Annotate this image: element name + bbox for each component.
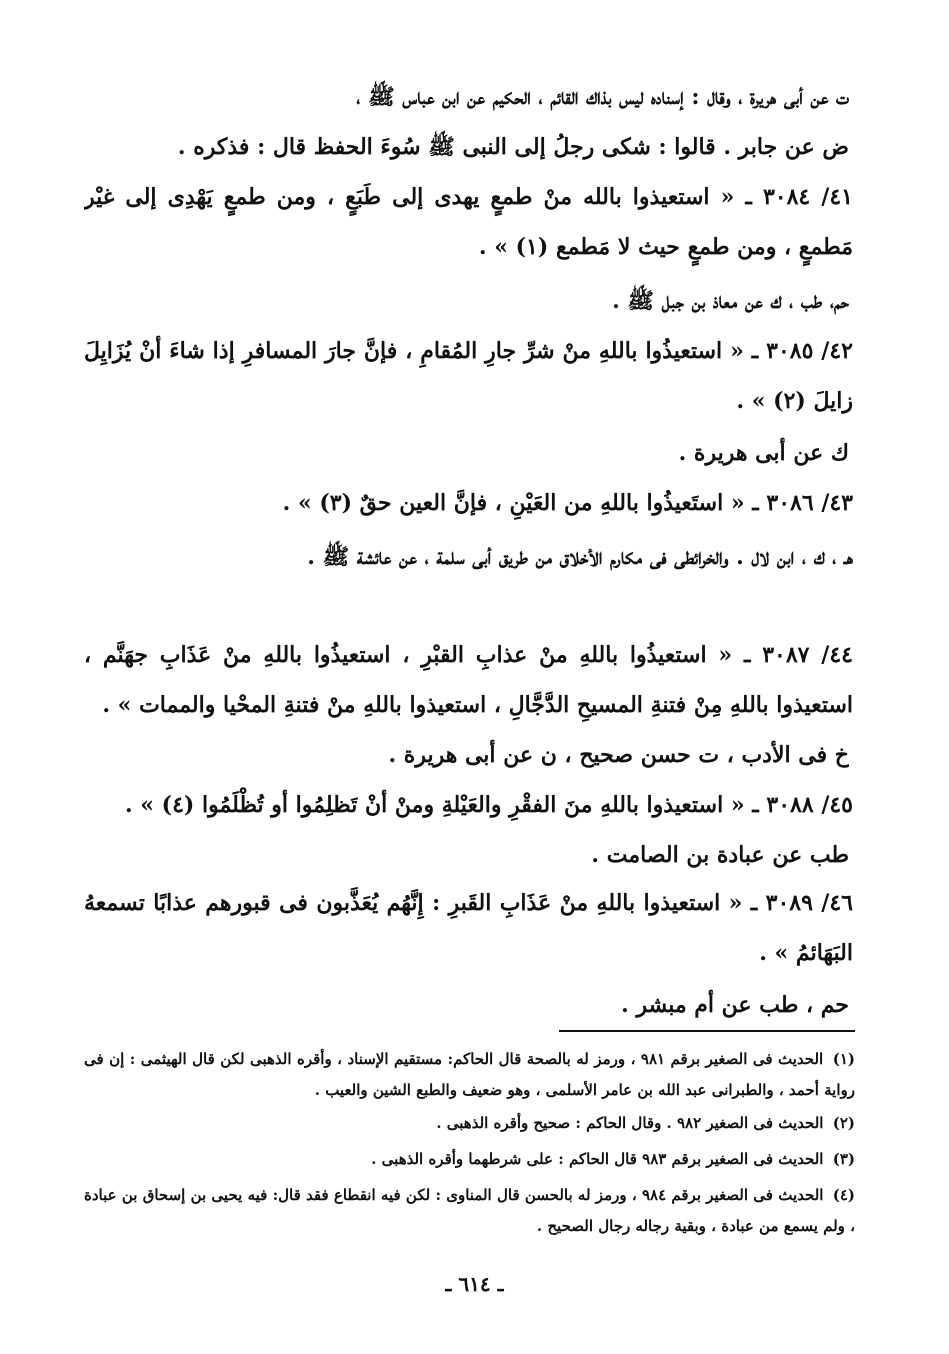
hadith-3087: ٤٤/ ٣٠٨٧ ـ « استعيذُوا باللهِ منْ عذابِ القبْرِ ، استعيذُوا باللهِ منْ عَذَابِ جهَنَّم ، استعيذوا باللهِ مِنْ فتنةِ المسيحِ الدَّجَّالِ ، استعيذوا باللهِ منْ فتنةِ المحْيا والممات » . [84,642,853,718]
source-line: ت عن أبى هريرة ، وقال : إسناده ليس بذاك القائم ، الحكيم عن ابن عباس ﷺ ، [356,84,849,110]
footnote-text: الحديث فى الصغير برقم ٩٨٤ ، ورمز له بالحسن قال المناوى : لكن فيه انقطاع فقد قال: فيه يحيى بن إسحاق بن عبادة ، ولم يسمع من عبادة ، وبقية رجاله رجال الصحيح . [84,1186,855,1235]
hadith-3085: ٤٢/ ٣٠٨٥ ـ « استعيذُوا باللهِ منْ شرِّ جارِ المُقامِ ، فإنَّ جارَ المسافرِ إذا شاءَ أنْ يُزَايِلَ زايلَ (٢) » . [84,338,853,414]
footnote-4 [84,1180,855,1242]
footnote-1 [84,1044,855,1106]
source-line: حم، طب ، ك عن معاذ بن جبل ﷺ . [612,288,849,314]
footnote-number: (٤) [832,1186,855,1204]
footnote-divider [559,1030,855,1032]
footnote-text: الحديث فى الصغير برقم ٩٨٣ قال الحاكم : على شرطهما وأقره الذهبى . [371,1150,824,1168]
footnote-text: الحديث فى الصغير ٩٨٢ . وقال الحاكم : صحيح وأقره الذهبى . [436,1114,824,1132]
source-line: ك عن أبى هريرة . [678,440,849,466]
hadith-3089: ٤٦/ ٣٠٨٩ ـ « استعيذوا باللهِ منْ عَذَابِ القَبرِ : إِنَّهُم يُعَذَّبون فى قبورهم عذابًا تسمعهُ البَهَائمُ » . [84,890,853,966]
source-line: خ فى الأدب ، ت حسن صحيح ، ن عن أبى هريرة . [388,742,849,768]
hadith-3088: ٤٥/ ٣٠٨٨ ـ « استعيذوا باللهِ منَ الفقْرِ والعَيْلةِ ومنْ أنْ تَظلِمُوا أو تُظْلَمُوا (٤) » . [124,792,853,818]
page-number: ـ ٦١٤ ـ [445,1272,504,1296]
source-line: ض عن جابر . قالوا : شكى رجلُ إلى النبى ﷺ سُوءَ الحفظ قال : فذكره . [177,134,849,160]
footnote-number: (٣) [832,1150,855,1168]
footnote-number: (١) [832,1050,855,1068]
source-line: حم ، طب عن أم مبشر . [621,992,849,1018]
footnote-number: (٢) [832,1114,855,1132]
footnote-text: الحديث فى الصغير برقم ٩٨١ ، ورمز له بالصحة قال الحاكم: مستقيم الإسناد ، وأقره الذهبى لكن قال الهيثمى : إن فى رواية أحمد ، والطبرانى عبد الله بن عامر الأسلمى ، وهو ضعيف والطبع الشين والعيب . [84,1050,855,1099]
source-line: هـ ، ك ، ابن لال . والخرائطى فى مكارم الأخلاق من طريق أبى سلمة ، عن عائشة ﷺ . [307,544,853,570]
source-line: طب عن عبادة بن الصامت . [591,842,849,868]
hadith-3086: ٤٣/ ٣٠٨٦ ـ « استَعيذُوا باللهِ من العَيْنِ ، فإنَّ العين حقٌ (٣) » . [282,490,853,516]
footnote-3 [84,1144,855,1175]
footnote-2 [84,1108,855,1139]
hadith-3084: ٤١/ ٣٠٨٤ ـ « استعيذوا بالله منْ طمعٍ يهدى إلى طَبَعٍ ، ومن طمعٍ يَهْدِى إلى غيْر مَطمعٍ ، ومن طمعٍ حيث لا مَطمع (١) » . [84,184,853,260]
